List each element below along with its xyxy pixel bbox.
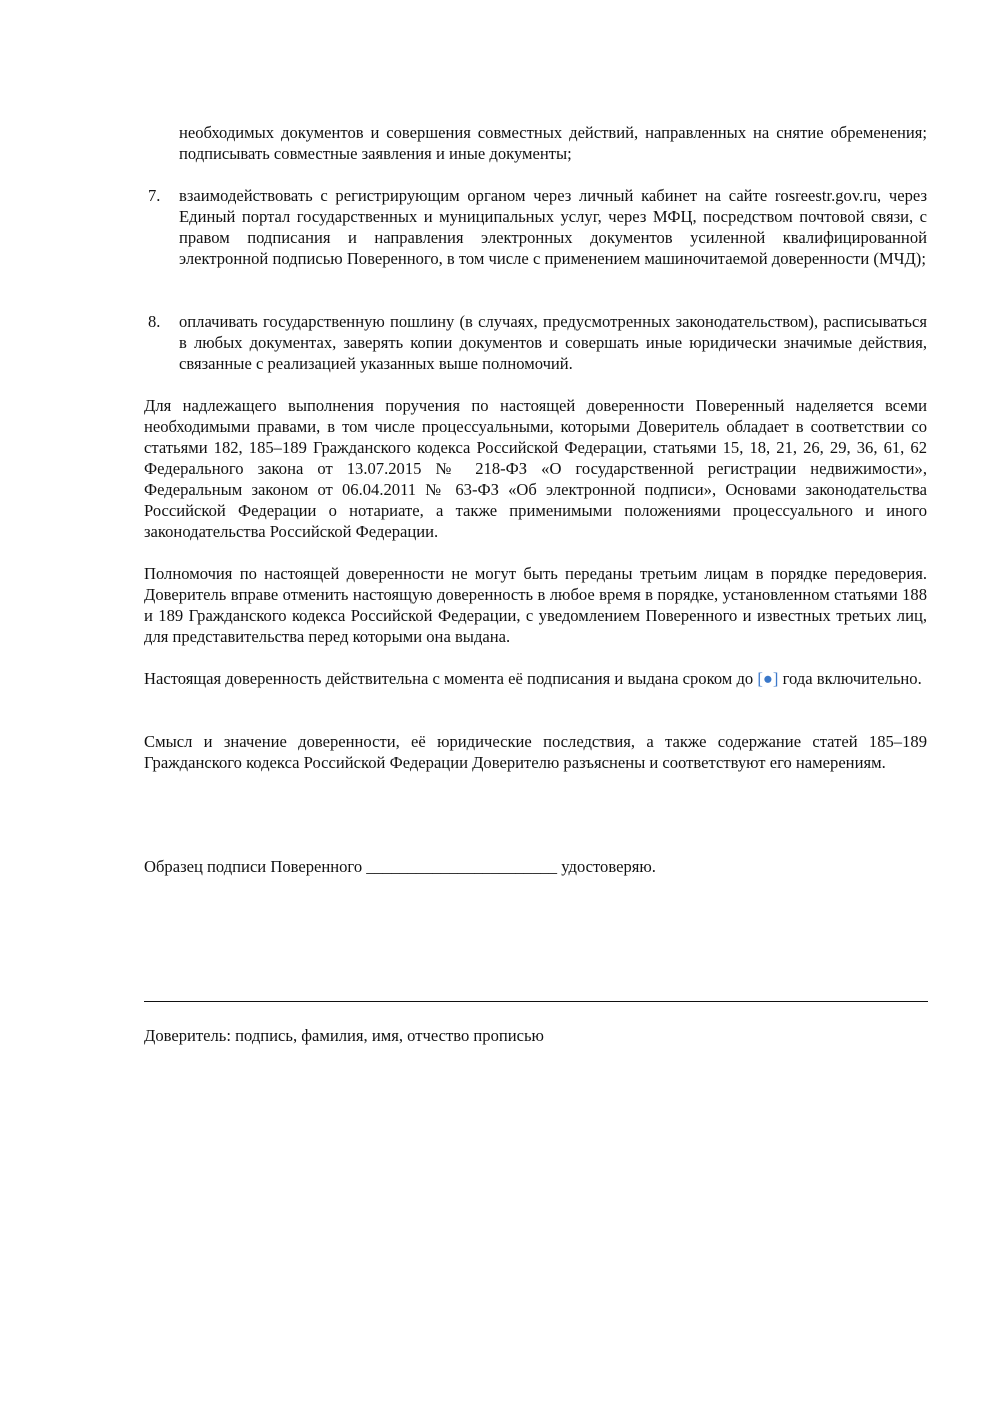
paragraph-no-transfer: Полномочия по настоящей доверенности не могут быть переданы третьим лицам в порядке передоверия. Доверитель вправе отменить настоящую доверенность в любое время в порядке, установленном статьями 188 и 189 Гражданского кодекса Российской Федерации, с уведомлением Поверенного и известных третьих лиц, для представительства перед которыми она выдана. — [144, 564, 927, 646]
list-item-7 — [144, 185, 927, 269]
validity-date-placeholder: [●] — [757, 669, 779, 688]
paragraph-validity — [144, 668, 927, 689]
principal-signature-line — [144, 1001, 928, 1002]
list-item-text: взаимодействовать с регистрирующим органом через личный кабинет на сайте rosreestr.gov.ru, через Единый портал государственных и муниципальных услуг, через МФЦ, посредством почтовой связи, с правом подписания и направления электронных документов усиленной квалифицированной электронной подписью Поверенного, в том числе с применением машиночитаемой доверенности (МЧД); — [179, 186, 927, 268]
principal-signature-caption: Доверитель: подпись, фамилия, имя, отчество прописью — [144, 1026, 544, 1045]
validity-text-before: Настоящая доверенность действительна с момента её подписания и выдана сроком до — [144, 669, 758, 688]
list-item-number: 8. — [148, 312, 161, 331]
paragraph-meaning: Смысл и значение доверенности, её юридические последствия, а также содержание статей 185–189 Гражданского кодекса Российской Федерации Доверителю разъяснены и соответствуют его намерениям. — [144, 732, 927, 772]
validity-text-after: года включительно. — [778, 669, 922, 688]
paragraph-rights: Для надлежащего выполнения поручения по настоящей доверенности Поверенный наделяется всеми необходимыми правами, в том числе процессуальными, которыми Доверитель обладает в соответствии со статьями 182, 185–189 Гражданского кодекса Российской Федерации, статьями 15, 18, 21, 26, 29, 36, 61, 62 Федерального закона от 13.07.2015 № 218-ФЗ «О государственной регистрации недвижимости», Федеральным законом от 06.04.2011 № 63-ФЗ «Об электронной подписи», Основами законодательства Российской Федерации о нотариате, а также применимыми положениями процессуального и иного законодательства Российской Федерации. — [144, 396, 927, 541]
list-item-6-continuation: необходимых документов и совершения совместных действий, направленных на снятие обременения; подписывать совместные заявления и иные документы; — [179, 123, 927, 163]
list-item-number: 7. — [148, 186, 161, 205]
list-item-text: оплачивать государственную пошлину (в случаях, предусмотренных законодательством), расписываться в любых документах, заверять копии документов и совершать иные юридически значимые действия, связанные с реализацией указанных выше полномочий. — [179, 312, 927, 373]
list-item-8 — [144, 311, 927, 374]
signature-sample-line: Образец подписи Поверенного _______________________ удостоверяю. — [144, 857, 656, 876]
